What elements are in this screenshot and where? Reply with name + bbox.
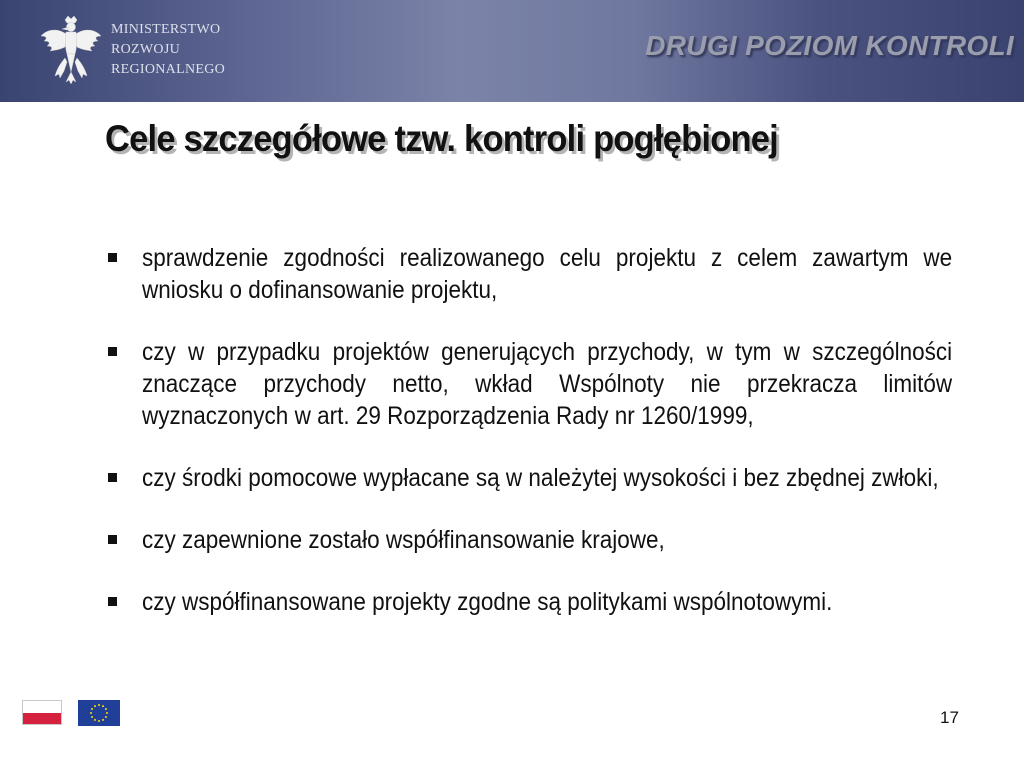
poland-flag-icon: [22, 700, 62, 725]
eu-star-icon: [94, 719, 96, 721]
square-bullet-icon: [108, 535, 117, 544]
bullet-text: czy w przypadku projektów generujących przychody, w tym w szczególności znaczące przychody netto, wkład Wspólnoty nie przekracza limitów wyznaczonych w art. 29 Rozporządzenia Rady nr 1260/1999,: [142, 338, 953, 430]
eu-star-icon: [94, 705, 96, 707]
eu-star-icon: [98, 720, 100, 722]
eu-star-icon: [91, 708, 93, 710]
eu-star-icon: [102, 705, 104, 707]
bullet-text: czy współfinansowane projekty zgodne są politykami wspólnotowymi.: [142, 588, 833, 616]
ministry-line: MINISTERSTWO: [111, 22, 221, 37]
eagle-emblem-icon: [38, 14, 104, 86]
ministry-line: ROZWOJU: [111, 42, 180, 57]
ministry-line: REGIONALNEGO: [111, 62, 226, 77]
eu-star-icon: [90, 712, 92, 714]
square-bullet-icon: [108, 253, 117, 262]
page-number: 17: [940, 708, 959, 727]
slide-title: Cele szczegółowe tzw. kontroli pogłębionej: [105, 118, 778, 159]
section-title: DRUGI POZIOM KONTROLI: [645, 30, 1014, 61]
eu-star-icon: [105, 708, 107, 710]
eu-star-icon: [98, 704, 100, 706]
bullet-text: czy zapewnione zostało współfinansowanie krajowe,: [142, 526, 665, 554]
bullet-item: [104, 336, 953, 432]
eu-star-icon: [106, 712, 108, 714]
square-bullet-icon: [108, 473, 117, 482]
ministry-logo-text: [111, 20, 225, 80]
bullet-item: [104, 524, 953, 556]
eu-star-icon: [91, 716, 93, 718]
square-bullet-icon: [108, 597, 117, 606]
bullet-item: [104, 242, 953, 306]
square-bullet-icon: [108, 347, 117, 356]
bullet-item: [104, 462, 953, 494]
header-banner: [0, 0, 1024, 102]
eu-flag-icon: [78, 700, 120, 726]
bullet-item: [104, 586, 953, 618]
eu-star-icon: [102, 719, 104, 721]
eu-star-icon: [105, 716, 107, 718]
bullet-list: [104, 242, 953, 648]
bullet-text: sprawdzenie zgodności realizowanego celu projektu z celem zawartym we wniosku o dofinansowanie projektu,: [142, 244, 953, 304]
bullet-text: czy środki pomocowe wypłacane są w należytej wysokości i bez zbędnej zwłoki,: [142, 464, 939, 492]
